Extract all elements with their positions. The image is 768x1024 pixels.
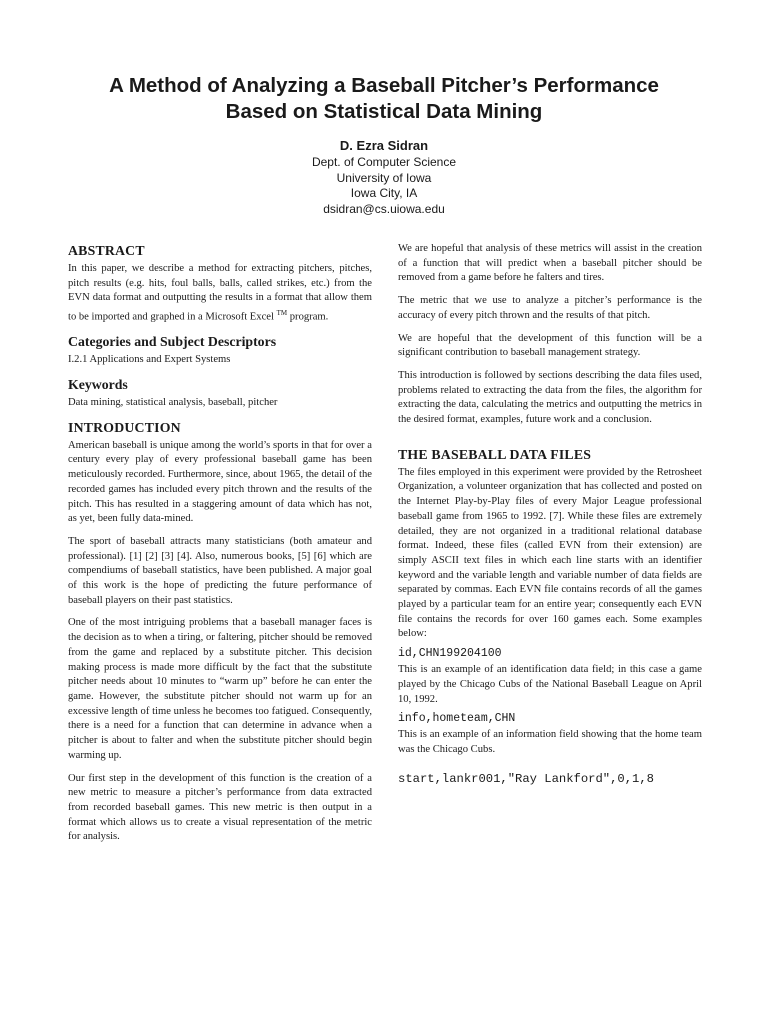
categories-heading: Categories and Subject Descriptors xyxy=(68,334,277,350)
author-department: Dept. of Computer Science xyxy=(311,155,457,169)
abstract-heading: ABSTRACT xyxy=(68,243,145,258)
intro-paragraph-3: One of the most intriguing problems that a baseball manager faces is the decision as to when a tiring, or faltering, pitcher should be removed from the game and replaced by a substitute pitcher. This decision making process is made more difficult by the fact that the substitute pitcher needs about 10 minutes to “warm up” before he can enter the game. However, the substitute pitcher should not warm up for an excessive length of time unless he becomes too fatigued. Consequently, there is a need for a function that can determine in advance when a pitcher is about to falter and when the substitute pitcher should begin warming up. xyxy=(68,617,372,761)
paper-title xyxy=(40,73,728,125)
abstract-body: In this paper, we describe a method for extracting pitchers, pitches, pitch results (e.g. hits, foul balls, balls, called strikes, etc.) from the EVN data format and outputting the results in a format that allow them to be imported and graphed in a Microsoft Excel xyxy=(68,263,372,323)
author-block xyxy=(184,137,584,217)
right-column xyxy=(398,242,702,789)
categories-text: I.2.1 Applications and Expert Systems xyxy=(68,354,231,366)
right-paragraph-3: We are hopeful that the development of this function will be a significant contribution to baseball management strategy. xyxy=(398,332,702,359)
title-line-2: Based on Statistical Data Mining xyxy=(225,100,543,123)
intro-paragraph-1: American baseball is unique among the world’s sports in that for over a century every play of every professional baseball game has been meticulously recorded. Furthermore, since, about 1965, the detail of the recorded games has included every pitch thrown and the results of the pitch. This has resulted in a staggering amount of data which has not, as yet, been fully data-mined. xyxy=(68,439,372,525)
intro-paragraph-2: The sport of baseball attracts many statisticians (both amateur and professional). [1] [2] [3] [4]. Also, numerous books, [5] [6] which are compendiums of baseball statistics, have been published. A major goal of this work is the hope of predicting the future performance of baseball players on their past statistics. xyxy=(68,535,372,606)
author-city: Iowa City, IA xyxy=(350,186,418,200)
keywords-text: Data mining, statistical analysis, baseball, pitcher xyxy=(68,397,278,409)
intro-paragraph-4: Our first step in the development of this function is the creation of a new metric to measure a pitcher’s performance from data extracted from recorded baseball games. This new metric is then output in a format which allows us to create a visual representation of the metric for analysis. xyxy=(68,772,372,843)
data-files-heading: THE BASEBALL DATA FILES xyxy=(398,446,592,462)
right-paragraph-4: This introduction is followed by sections describing the data files used, problems related to extracting the data from the files, the algorithm for extracting the data, calculating the metrics and outputting the metrics in the desired format, examples, future work and a conclusion. xyxy=(398,369,702,426)
code-description-info: This is an example of an information field showing that the home team was the Chicago Cubs. xyxy=(398,729,702,755)
code-example-id: id,CHN199204100 xyxy=(398,647,502,661)
keywords-heading: Keywords xyxy=(68,377,128,393)
data-files-paragraph: The files employed in this experiment were provided by the Retrosheet Organization, a volunteer organization that has collected and posted on the Internet Play-by-Play files of every Major League professional baseball game from 1965 to 1992. [7]. While these files are extremely detailed, they are not organized in a traditional relational database format. Indeed, these files (called EVN from their extension) are simply ASCII text files in which each line starts with an identifier keyword and the variable length and variable number of data fields are separated by commas. Each EVN file contains records of all the games played by a particular team for an entire year; consequently each EVN file contains the records for over 160 games each. Some examples below: xyxy=(398,466,702,640)
introduction-heading: INTRODUCTION xyxy=(68,419,181,435)
code-description-id: This is an example of an identification data field; in this case a game played by the Chicago Cubs of the National Baseball League on April 10, 1992. xyxy=(398,664,702,705)
left-column xyxy=(68,242,372,853)
code-example-info: info,hometeam,CHN xyxy=(398,712,516,726)
trademark-symbol: TM xyxy=(276,309,288,318)
abstract-tail: program. xyxy=(287,311,329,323)
title-line-1: A Method of Analyzing a Baseball Pitcher’s Performance xyxy=(109,74,659,97)
abstract-text xyxy=(68,262,372,325)
author-name: D. Ezra Sidran xyxy=(339,138,429,153)
author-university: University of Iowa xyxy=(336,170,432,185)
right-paragraph-2: The metric that we use to analyze a pitcher’s performance is the accuracy of every pitch thrown and the results of that pitch. xyxy=(398,295,702,321)
code-example-start: start,lankr001,"Ray Lankford",0,1,8 xyxy=(398,771,654,786)
right-paragraph-1: We are hopeful that analysis of these metrics will assist in the creation of a function that will predict when a baseball pitcher should be removed from a game before he falters and tires. xyxy=(398,243,702,284)
author-email: dsidran@cs.uiowa.edu xyxy=(323,201,445,216)
